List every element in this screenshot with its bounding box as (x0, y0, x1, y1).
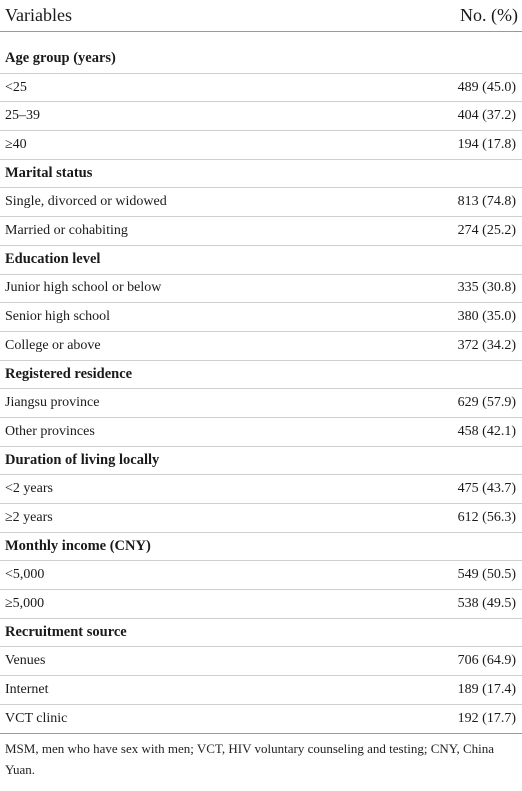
row-value: 489 (45.0) (457, 79, 516, 95)
row-label: <5,000 (5, 567, 45, 583)
row-label: Education level (5, 251, 101, 268)
row-label: Single, divorced or widowed (5, 194, 167, 210)
row-value: 404 (37.2) (457, 108, 516, 124)
table-row (0, 705, 522, 734)
row-value: 612 (56.3) (457, 509, 516, 525)
row-label: Recruitment source (5, 624, 127, 641)
table-row (0, 504, 522, 533)
table-row (0, 647, 522, 676)
table-row (0, 418, 522, 447)
row-value: 335 (30.8) (457, 280, 516, 296)
table-body (0, 32, 522, 734)
table-row (0, 590, 522, 619)
row-label: ≥5,000 (5, 595, 45, 611)
row-value: 475 (43.7) (457, 481, 516, 497)
table-row (0, 275, 522, 304)
row-label: 25–39 (5, 108, 40, 124)
row-label: <25 (5, 79, 27, 95)
group-row (0, 45, 522, 74)
row-label: Duration of living locally (5, 451, 160, 468)
row-label: Venues (5, 653, 46, 669)
row-value: 380 (35.0) (457, 309, 516, 325)
table-row (0, 332, 522, 361)
row-value: 372 (34.2) (457, 337, 516, 353)
group-row (0, 361, 522, 390)
group-row (0, 246, 522, 275)
table-row (0, 303, 522, 332)
row-label: College or above (5, 337, 101, 353)
row-value: 706 (64.9) (457, 653, 516, 669)
row-label: ≥40 (5, 136, 27, 152)
row-label: Married or cohabiting (5, 222, 128, 238)
row-value: 194 (17.8) (457, 136, 516, 152)
row-value: 813 (74.8) (457, 194, 516, 210)
row-label: Jiangsu province (5, 395, 100, 411)
row-value: 192 (17.7) (457, 710, 516, 726)
group-row (0, 447, 522, 476)
table-footnote: MSM, men who have sex with men; VCT, HIV voluntary counseling and testing; CNY, China Yuan. (5, 741, 495, 777)
row-label: Other provinces (5, 423, 95, 439)
table-row (0, 561, 522, 590)
table-row (0, 74, 522, 103)
row-label: ≥2 years (5, 509, 53, 525)
table-row (0, 389, 522, 418)
table-row (0, 102, 522, 131)
row-value: 189 (17.4) (457, 681, 516, 697)
row-value: 549 (50.5) (457, 567, 516, 583)
row-value: 629 (57.9) (457, 395, 516, 411)
table-row (0, 676, 522, 705)
group-row (0, 160, 522, 189)
header-variables: Variables (5, 5, 72, 25)
table-row (0, 131, 522, 160)
row-label: Marital status (5, 165, 93, 182)
row-value: 458 (42.1) (457, 423, 516, 439)
row-label: Senior high school (5, 309, 110, 325)
row-label: Internet (5, 681, 49, 697)
header-count: No. (%) (460, 5, 518, 25)
row-value: 538 (49.5) (457, 595, 516, 611)
row-value: 274 (25.2) (457, 222, 516, 238)
table-row (0, 217, 522, 246)
row-label: <2 years (5, 481, 53, 497)
table-header (0, 0, 522, 32)
row-label: Monthly income (CNY) (5, 538, 151, 555)
table-row (0, 475, 522, 504)
group-row (0, 619, 522, 648)
row-label: Registered residence (5, 365, 133, 382)
table-row (0, 188, 522, 217)
row-label: Junior high school or below (5, 280, 162, 296)
row-label: VCT clinic (5, 710, 68, 726)
row-label: Age group (years) (5, 50, 116, 67)
group-row (0, 533, 522, 562)
